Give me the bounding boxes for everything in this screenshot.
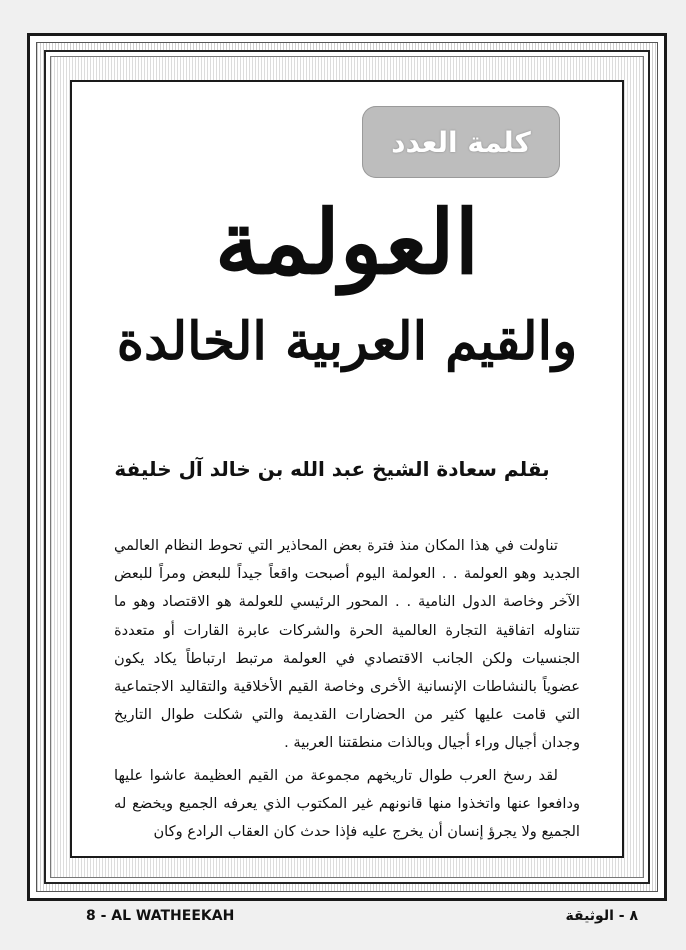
- footer-page-label-arabic: ٨ - الوثيقة: [565, 908, 638, 924]
- section-label: كلمة العدد: [391, 125, 531, 159]
- page-border-middle: [44, 50, 650, 884]
- article-byline: بقلم سعادة الشيخ عبد الله بن خالد آل خليفة: [114, 457, 550, 481]
- paragraph: تناولت في هذا المكان منذ فترة بعض المحاذير التي تحوط النظام العالمي الجديد وهو العولمة . . العولمة اليوم أصبحت واقعاً جيداً للبعض ومراً للبعض الآخر وخاصة الدول النامية . . المحور الرئيسي للعولمة هو الاقتصاد وهو ما تتناوله اتفاقية التجارة العالمية الحرة والشركات عابرة القارات أو متعددة الجنسيات ولكن الجانب الاقتصادي في العولمة مرتبط ارتباطاً يكاد يكون عضوياً بالنشاطات الإنسانية الأخرى وخاصة القيم الأخلاقية والتقاليد الاجتماعية التي قامت عليها كثير من الحضارات القديمة والتي شكلت طوال التاريخ وجدان أجيال وراء أجيال وبالذات منطقتنا العربية .: [114, 537, 580, 752]
- article-subtitle: والقيم العربية الخالدة: [116, 311, 578, 372]
- article-panel: [70, 80, 624, 858]
- section-badge: [362, 106, 560, 178]
- article-body: [114, 532, 580, 846]
- paragraph: لقد رسخ العرب طوال تاريخهم مجموعة من القيم العظيمة عاشوا عليها ودافعوا عنها واتخذوا منها قانونهم غير المكتوب الذي يعرفه الجميع ويخضع له الجميع ولا يجرؤ إنسان أن يخرج عليه فإذا حدث كان العقاب الرادع وكان: [114, 766, 580, 841]
- page-footer: [0, 908, 686, 932]
- page-border-outer: [27, 33, 667, 901]
- footer-page-label-english: 8 - AL WATHEEKAH: [86, 908, 235, 924]
- article-title: العولمة: [214, 190, 480, 294]
